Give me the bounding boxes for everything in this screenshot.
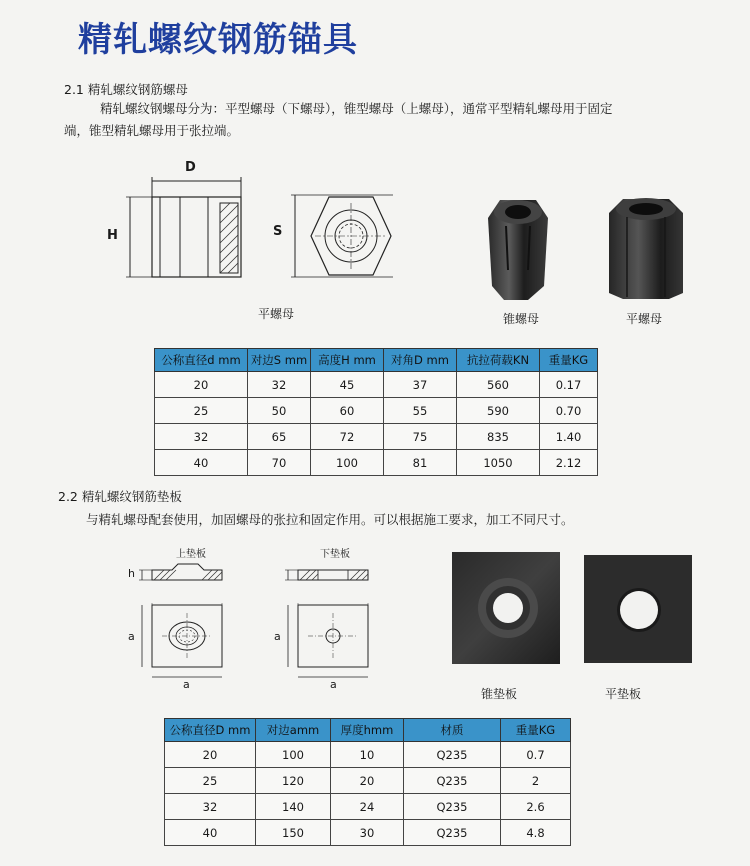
table-header-row (165, 719, 571, 742)
dim-D-label: D (185, 160, 196, 175)
table-cell: 75 (384, 424, 457, 450)
flat-plate-photo-caption: 平垫板 (605, 687, 642, 701)
table-cell: 40 (155, 450, 248, 476)
table-header-cell: 公称直径d mm (155, 349, 248, 372)
table-cell: 50 (248, 398, 311, 424)
lower-plate-label: 下垫板 (320, 549, 350, 560)
table-header-cell: 对边S mm (248, 349, 311, 372)
table-cell: 20 (165, 742, 256, 768)
dim-a-label-lower-horizontal: a (330, 678, 337, 691)
table-header-cell: 对边amm (256, 719, 331, 742)
dim-a-label-upper-vertical: a (128, 630, 135, 643)
table-cell: 81 (384, 450, 457, 476)
dim-h-label: h (128, 567, 135, 580)
flat-nut-photo (603, 193, 688, 303)
cone-nut-photo (478, 190, 558, 305)
table-cell: 2 (501, 768, 571, 794)
section2-desc: 与精轧螺母配套使用，加固螺母的张拉和固定作用。可以根据施工要求，加工不同尺寸。 (86, 512, 574, 527)
cone-plate-photo (452, 552, 560, 664)
upper-plate-label: 上垫板 (176, 549, 206, 560)
table-cell: Q235 (404, 742, 501, 768)
dim-S-label: S (273, 224, 283, 239)
table-cell: 560 (457, 372, 540, 398)
table-row (165, 820, 571, 846)
table-cell: 2.6 (501, 794, 571, 820)
table-cell: 20 (331, 768, 404, 794)
table-cell: 45 (311, 372, 384, 398)
table-header-cell: 重量KG (501, 719, 571, 742)
table-cell: Q235 (404, 768, 501, 794)
table-cell: 590 (457, 398, 540, 424)
page-title: 精轧螺纹钢筋锚具 (78, 20, 358, 60)
table-cell: Q235 (404, 794, 501, 820)
dim-a-label-lower-vertical: a (274, 630, 281, 643)
table-cell: 55 (384, 398, 457, 424)
table-header-row (155, 349, 598, 372)
table-cell: 0.70 (540, 398, 598, 424)
table-cell: 40 (165, 820, 256, 846)
table-cell: 120 (256, 768, 331, 794)
table-header-cell: 抗拉荷载KN (457, 349, 540, 372)
section2-heading: 2.2 精轧螺纹钢筋垫板 (58, 489, 182, 504)
table-cell: 72 (311, 424, 384, 450)
table-cell: 20 (155, 372, 248, 398)
table-row (165, 768, 571, 794)
table-row (165, 742, 571, 768)
table-cell: 100 (256, 742, 331, 768)
table-header-cell: 厚度hmm (331, 719, 404, 742)
cone-plate-photo-caption: 锥垫板 (481, 687, 518, 701)
flat-nut-top-drawing (285, 185, 415, 295)
table-row (165, 794, 571, 820)
table-cell: 70 (248, 450, 311, 476)
table-header-cell: 重量KG (540, 349, 598, 372)
table-cell: 2.12 (540, 450, 598, 476)
table-header-cell: 公称直径D mm (165, 719, 256, 742)
table-cell: 1050 (457, 450, 540, 476)
table-cell: 32 (155, 424, 248, 450)
section1-desc-line1: 精轧螺纹钢螺母分为：平型螺母（下螺母），锥型螺母（上螺母），通常平型精轧螺母用于固定 (100, 101, 613, 116)
table-cell: 65 (248, 424, 311, 450)
table-cell: 37 (384, 372, 457, 398)
table-cell: Q235 (404, 820, 501, 846)
table-cell: 32 (248, 372, 311, 398)
table-row (155, 424, 598, 450)
dim-H-label: H (107, 228, 118, 243)
table-cell: 10 (331, 742, 404, 768)
table-row (155, 398, 598, 424)
flat-nut-side-drawing (100, 155, 260, 295)
lower-plate-drawing (270, 555, 390, 685)
table-cell: 1.40 (540, 424, 598, 450)
table-cell: 140 (256, 794, 331, 820)
table-cell: 60 (311, 398, 384, 424)
table-cell: 24 (331, 794, 404, 820)
flat-plate-photo (584, 555, 692, 663)
section1-heading: 2.1 精轧螺纹钢筋螺母 (64, 82, 188, 97)
table-header-cell: 材质 (404, 719, 501, 742)
table-row (155, 372, 598, 398)
nut-spec-table (154, 348, 598, 476)
table-cell: 150 (256, 820, 331, 846)
table-cell: 835 (457, 424, 540, 450)
table-cell: 100 (311, 450, 384, 476)
dim-a-label-upper-horizontal: a (183, 678, 190, 691)
table-cell: 30 (331, 820, 404, 846)
section1-desc-line2: 端，锥型精轧螺母用于张拉端。 (64, 123, 240, 138)
cone-nut-photo-caption: 锥螺母 (503, 312, 540, 326)
table-cell: 0.7 (501, 742, 571, 768)
table-header-cell: 对角D mm (384, 349, 457, 372)
flat-nut-photo-caption: 平螺母 (626, 312, 663, 326)
table-row (155, 450, 598, 476)
flat-nut-drawing-caption: 平螺母 (258, 307, 295, 321)
plate-spec-table (164, 718, 571, 846)
table-cell: 25 (165, 768, 256, 794)
table-header-cell: 高度H mm (311, 349, 384, 372)
table-cell: 32 (165, 794, 256, 820)
upper-plate-drawing (122, 555, 242, 685)
table-cell: 25 (155, 398, 248, 424)
table-cell: 4.8 (501, 820, 571, 846)
table-cell: 0.17 (540, 372, 598, 398)
